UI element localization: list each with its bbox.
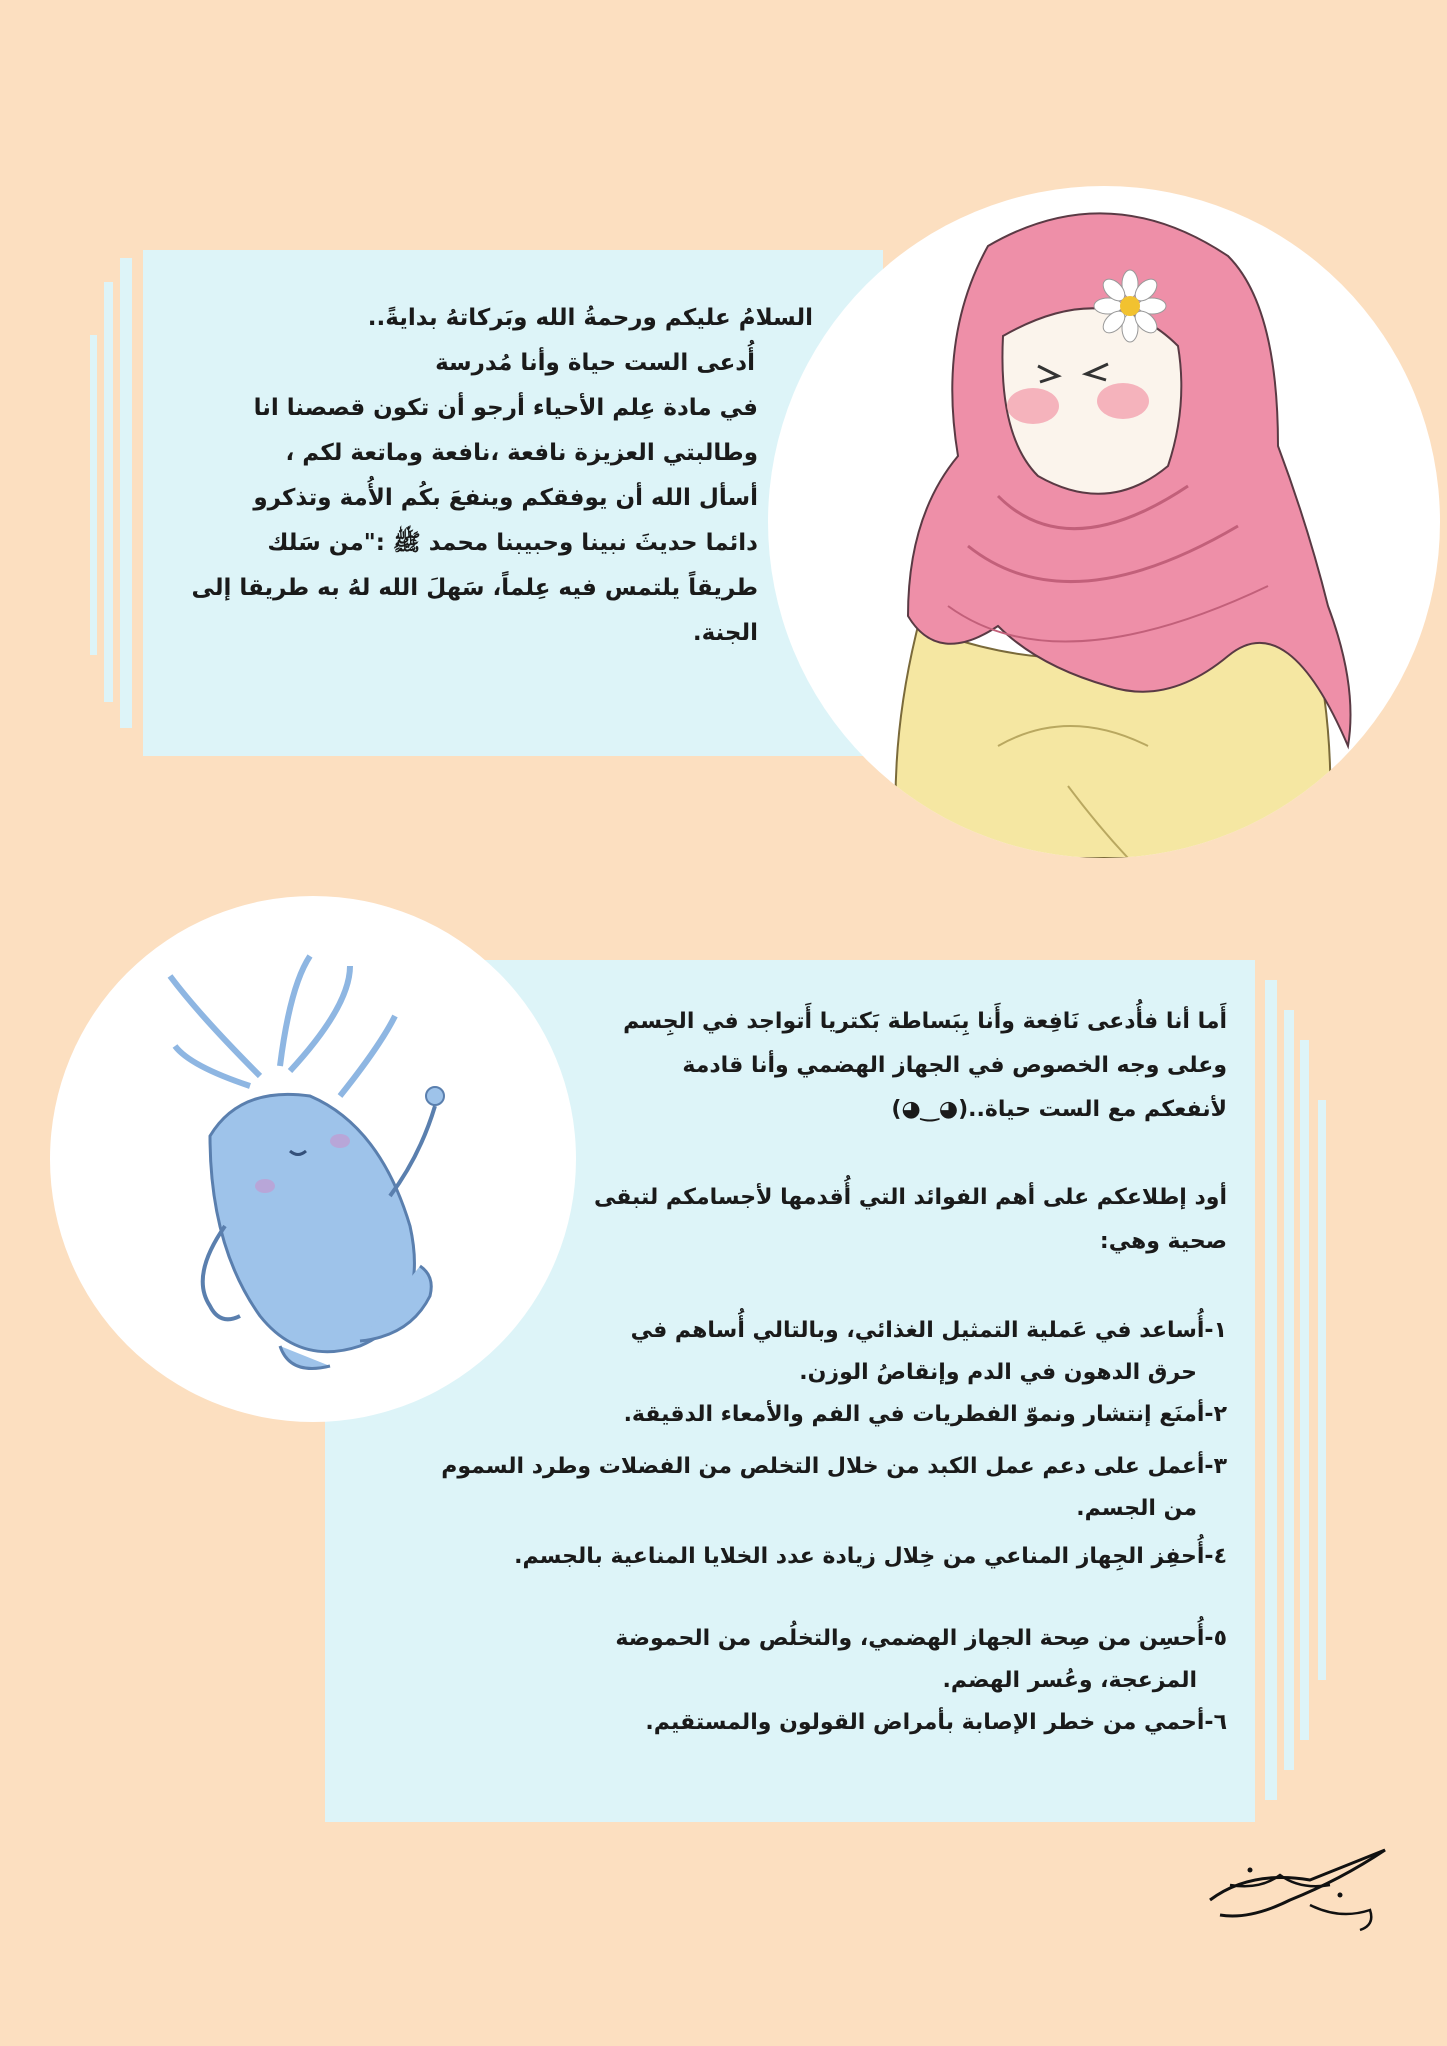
teacher-intro-line: السلامُ عليكم ورحمةُ الله وبَركاتهُ بدايةً.. bbox=[367, 305, 813, 331]
benefits-list bbox=[441, 1310, 1227, 1744]
benefit-item-continuation: من الجسم. bbox=[1076, 1496, 1197, 1521]
benefits-intro-line: صحية وهي: bbox=[1099, 1229, 1227, 1254]
benefit-item: ٢-أمنَع إنتشار ونموّ الفطريات في الفم والأمعاء الدقيقة. bbox=[623, 1402, 1227, 1427]
decorative-stripe bbox=[1300, 1040, 1309, 1740]
benefit-item: ٣-أعمل على دعم عمل الكبد من خلال التخلص من الفضلات وطرد السموم bbox=[441, 1454, 1227, 1479]
teacher-intro-line: طريقاً يلتمس فيه عِلماً، سَهلَ الله لهُ به طريقا إلى bbox=[191, 575, 758, 601]
teacher-illustration bbox=[768, 186, 1440, 858]
bacteria-intro-line: أَما أنا فأُدعى نَافِعة وأَنا بِبَساطة بَكتريا أَتواجد في الجِسم bbox=[623, 1009, 1227, 1034]
signature bbox=[1190, 1830, 1400, 1940]
benefit-item: ٥-أُحسِن من صِحة الجهاز الهضمي، والتخلُص من الحموضة bbox=[615, 1626, 1227, 1651]
benefits-intro-line: أود إطلاعكم على أهم الفوائد التي أُقدمها لأجسامكم لتبقى bbox=[593, 1185, 1227, 1210]
benefit-item: ١-أُساعد في عَملية التمثيل الغذائي، وبالتالي أُساهم في bbox=[630, 1318, 1227, 1343]
benefit-item-continuation: حرق الدهون في الدم وإنقاصُ الوزن. bbox=[799, 1360, 1197, 1385]
teacher-intro-line: دائما حديثَ نبينا وحبيبنا محمد ﷺ :"من سَلك bbox=[267, 530, 758, 556]
benefit-item-continuation: المزعجة، وعُسر الهضم. bbox=[942, 1668, 1197, 1693]
teacher-intro-line: أُدعى الست حياة وأنا مُدرسة bbox=[435, 350, 755, 376]
decorative-stripe bbox=[120, 258, 132, 728]
teacher-drawing bbox=[768, 186, 1440, 858]
benefit-item-continuation bbox=[441, 1578, 1227, 1618]
bacteria-intro-text bbox=[623, 1000, 1227, 1132]
benefit-item-continuation bbox=[441, 1436, 1227, 1446]
decorative-stripe bbox=[104, 282, 113, 702]
signature-drawing bbox=[1190, 1830, 1400, 1940]
flower-icon bbox=[1094, 270, 1166, 342]
benefit-item: ٤-أُحفِز الجِهاز المناعي من خِلال زيادة عدد الخلايا المناعية بالجسم. bbox=[514, 1544, 1227, 1569]
bacteria-intro-line: لأنفعكم مع الست حياة..(◕‿◕) bbox=[891, 1097, 1227, 1122]
decorative-stripe bbox=[1284, 1010, 1294, 1770]
decorative-stripe bbox=[1265, 980, 1277, 1800]
decorative-stripe bbox=[90, 335, 97, 655]
bacteria-intro-line: وعلى وجه الخصوص في الجهاز الهضمي وأنا قادمة bbox=[682, 1053, 1227, 1078]
benefits-intro-text bbox=[594, 1176, 1227, 1264]
decorative-stripe bbox=[1318, 1100, 1326, 1680]
teacher-intro-line: وطالبتي العزيزة نافعة ،نافعة وماتعة لكم ، bbox=[285, 440, 758, 466]
teacher-intro-text bbox=[192, 296, 813, 656]
teacher-intro-line: في مادة عِلم الأحياء أرجو أن تكون قصصنا انا bbox=[253, 395, 758, 421]
teacher-intro-line: الجنة. bbox=[692, 620, 758, 646]
benefit-item: ٦-أحمي من خطر الإصابة بأمراض القولون والمستقيم. bbox=[645, 1710, 1227, 1735]
teacher-intro-line: أسأل الله أن يوفقكم وينفعَ بكُم الأُمة وتذكرو bbox=[253, 485, 758, 511]
